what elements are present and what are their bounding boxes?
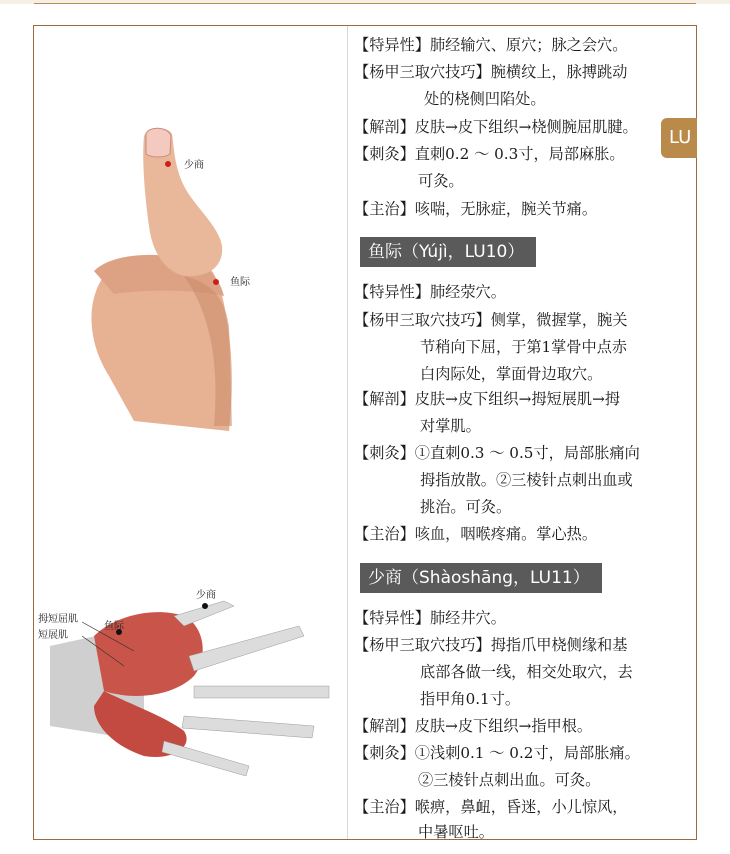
top-texing-text: 肺经输穴、原穴；脉之会穴。 [429, 36, 628, 54]
shaoshang-quxue-line [354, 632, 627, 659]
shaoshang-cijiu-text-1: ①浅刺0.1 ～ 0.2寸，局部胀痛。 [414, 744, 640, 762]
yuji-jiepou-text-1: 皮肤→皮下组织→拇短展肌→拇 [414, 390, 620, 408]
yuji-quxue-text-3: 白肉际处，掌面骨边取穴。 [420, 365, 603, 383]
shaoshang-quxue-text-3: 指甲角0.1寸。 [420, 690, 521, 708]
shaoshang-zhuzhi-text-2: 中暑呕吐。 [418, 823, 494, 841]
shaoshang-jiepou-line [354, 713, 592, 740]
top-quxue-text-1: 腕横纹上，脉搏跳动 [490, 63, 628, 81]
shaoshang-texing-text: 肺经井穴。 [429, 609, 506, 627]
shaoshang-zhuzhi-label: 【 主治 】 [354, 798, 415, 816]
anatomy-muscle2-label: 短展肌 [38, 630, 68, 641]
little-tendon [162, 741, 249, 776]
top-jiepou-label: 【 解剖 】 [354, 118, 415, 136]
illustration-column [34, 26, 346, 839]
shaoshang-quxue-text-2: 底部各做一线，相交处取穴，去 [420, 663, 633, 681]
yuji-zhuzhi-text: 咳血，咽喉疼痛。掌心热。 [414, 525, 597, 543]
top-quxue-text-2: 处的桡侧凹陷处。 [424, 90, 546, 108]
yuji-quxue-text-1: 侧掌，微握掌，腕关 [490, 311, 628, 329]
yuji-quxue-line [354, 307, 627, 334]
shaoshang-heading: 少商（Shàoshāng，LU11） [360, 563, 602, 593]
top-strip-rule [34, 0, 696, 4]
anatomy-muscle1-label: 拇短屈肌 [38, 614, 78, 625]
text-column [354, 26, 666, 839]
top-zhuzhi-text: 咳喘，无脉症，腕关节痛。 [414, 200, 597, 218]
chapter-tab: LU [661, 118, 697, 158]
anatomy-shaoshang-label: 少商 [196, 590, 216, 601]
shaoshang-cijiu-label: 【 刺灸 】 [354, 744, 415, 762]
shaoshang-quxue-text-1: 拇指爪甲桡侧缘和基 [490, 636, 628, 654]
anatomy-shaoshang-point [202, 603, 208, 609]
top-quxue-line [354, 59, 627, 86]
middle-tendon [194, 686, 329, 698]
yuji-cijiu-line [354, 440, 640, 467]
top-cijiu-text-2: 可灸。 [418, 172, 464, 190]
anatomy-yuji-label: 鱼际 [104, 621, 124, 632]
yuji-quxue-text-2: 节稍向下屈，于第1掌骨中点赤 [420, 338, 628, 356]
ring-tendon [182, 716, 314, 738]
shaoshang-texing-line [354, 605, 506, 632]
shaoshang-jiepou-label: 【 解剖 】 [354, 717, 415, 735]
yuji-zhuzhi-line [354, 521, 597, 548]
top-texing-line [354, 32, 627, 59]
hand-anatomy-diagram [34, 26, 346, 839]
shaoshang-quxue-label: 【 杨甲三取穴技巧 】 [354, 636, 491, 654]
yuji-cijiu-text-3: 挑治。可灸。 [420, 498, 512, 516]
yuji-quxue-label: 【 杨甲三取穴技巧 】 [354, 311, 491, 329]
index-tendon [189, 626, 304, 671]
yuji-heading: 鱼际（Yújì，LU10） [360, 237, 536, 267]
top-strip [0, 0, 730, 4]
top-jiepou-text: 皮肤→皮下组织→桡侧腕屈肌腱。 [414, 118, 638, 136]
yuji-texing-line [354, 279, 506, 306]
top-cijiu-line [354, 141, 625, 168]
top-zhuzhi-line [354, 196, 597, 223]
shaoshang-texing-label: 【 特异性 】 [354, 609, 430, 627]
shaoshang-jiepou-text: 皮肤→皮下组织→指甲根。 [414, 717, 593, 735]
shaoshang-zhuzhi-text-1: 喉痹，鼻衄，昏迷，小儿惊风， [414, 798, 628, 816]
yuji-cijiu-text-2: 拇指放散。②三棱针点刺出血或 [420, 471, 633, 489]
yuji-jiepou-line [354, 386, 620, 413]
yuji-photo-label: 鱼际 [230, 277, 250, 288]
column-divider [347, 26, 348, 839]
shaoshang-cijiu-line [354, 740, 640, 767]
yuji-texing-label: 【 特异性 】 [354, 283, 430, 301]
top-cijiu-label: 【 刺灸 】 [354, 145, 415, 163]
top-zhuzhi-label: 【 主治 】 [354, 200, 415, 218]
yuji-jiepou-label: 【 解剖 】 [354, 390, 415, 408]
yuji-texing-text: 肺经荥穴。 [429, 283, 506, 301]
top-cijiu-text-1: 直刺0.2 ～ 0.3寸，局部麻胀。 [414, 145, 625, 163]
top-texing-label: 【 特异性 】 [354, 36, 430, 54]
shaoshang-photo-label: 少商 [184, 160, 204, 171]
yuji-jiepou-text-2: 对掌肌。 [420, 417, 481, 435]
yuji-cijiu-text-1: ①直刺0.3 ～ 0.5寸，局部胀痛向 [414, 444, 640, 462]
top-quxue-label: 【 杨甲三取穴技巧 】 [354, 63, 491, 81]
yuji-zhuzhi-label: 【 主治 】 [354, 525, 415, 543]
yuji-cijiu-label: 【 刺灸 】 [354, 444, 415, 462]
top-jiepou-line [354, 114, 638, 141]
shaoshang-zhuzhi-line [354, 794, 627, 821]
shaoshang-cijiu-text-2: ②三棱针点刺出血。可灸。 [418, 771, 601, 789]
